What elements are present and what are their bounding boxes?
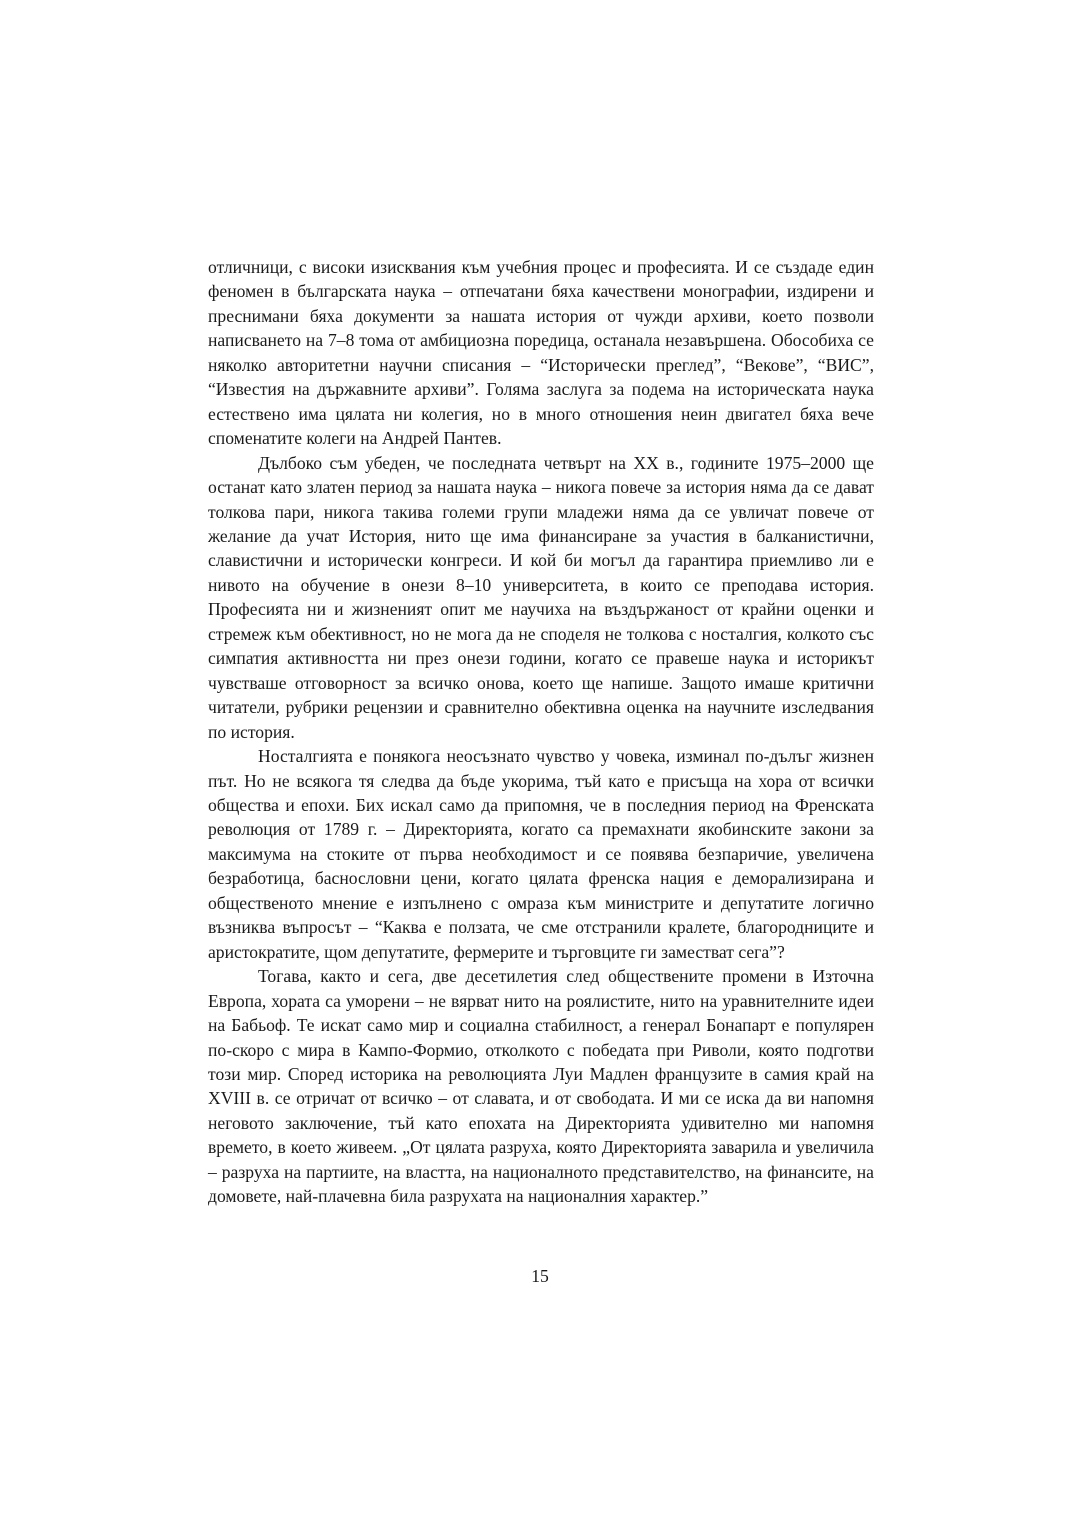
page-number: 15 <box>531 1266 549 1286</box>
paragraph-2: Дълбоко съм убеден, че последната четвърт на XX в., годините 1975–2000 ще останат като златен период за нашата наука – никога повече за история няма да се дават толкова пари, никога такива големи групи младежи няма да се увличат повече от желание да учат История, нито ще има финансиране за участия в балканистични, славистични и исторически конгреси. И кой би могъл да гарантира приемливо ли е нивото на обучение в онези 8–10 университета, в които се преподава история. Професията ни и жизненият опит ме научиха на въздържаност от крайни оценки и стремеж към обективност, но не мога да не споделя не толкова с носталгия, колкото със симпатия активността ни през онези години, когато се правеше наука и историкът чувстваше отговорност за всичко онова, което ще напише. Защото имаше критични читатели, рубрики рецензии и сравнително обективна оценка на научните изследвания по история. <box>208 452 874 742</box>
body-text <box>208 255 874 1209</box>
paragraph-4: Тогава, както и сега, две десетилетия след обществените промени в Източна Европа, хората са уморени – не вярват нито на роялистите, нито на уравнителните идеи на Бабьоф. Те искат само мир и социална стабилност, а генерал Бонапарт е популярен по-скоро с мира в Кампо-Формио, отколкото с победата при Риволи, която подготви този мир. Според историка на революцията Луи Мадлен французите в самия край на XVIII в. се отричат от всичко – от славата, и от свободата. И ми се иска да ви напомня неговото заключение, тъй като епохата на Директорията удивително ми напомня времето, в което живеем. „От цялата разруха, която Директорията заварила и увеличила – разруха на партиите, на властта, на националното представителство, на финансите, на домовете, най-плачевна била разрухата на националния характер.” <box>208 966 874 1207</box>
paragraph-3: Носталгията е понякога неосъзнато чувство у човека, изминал по-дълъг жизнен път. Но не всякога тя следва да бъде укорима, тъй като е присъща на хора от всички общества и епохи. Бих искал само да припомня, че в последния период на Френската революция от 1789 г. – Директорията, когато са премахнати якобинските закони за максимума на стоките от първа необходимост и се появява безпаричие, увеличена безработица, баснословни цени, когато цялата френска нация е деморализирана и общественото мнение е изпълнено с омраза към министрите и депутатите логично възниква въпросът – “Каква е ползата, че сме отстранили кралете, благородниците и аристократите, щом депутатите, фермерите и търговците ги заместват сега”? <box>208 746 874 962</box>
paragraph-1: отличници, с високи изисквания към учебния процес и професията. И се създаде един феномен в българската наука – отпечатани бяха качествени монографии, издирени и преснимани бяха документи за нашата история от чужди архиви, което позволи написването на 7–8 тома от амбициозна поредица, останала незавършена. Обособиха се няколко авторитетни научни списания – “Исторически преглед”, “Векове”, “ВИС”, “Известия на държавните архиви”. Голяма заслуга за подема на историческата наука естествено има цялата ни колегия, но в много отношения неин двигател бяха вече споменатите колеги на Андрей Пантев. <box>208 257 874 449</box>
